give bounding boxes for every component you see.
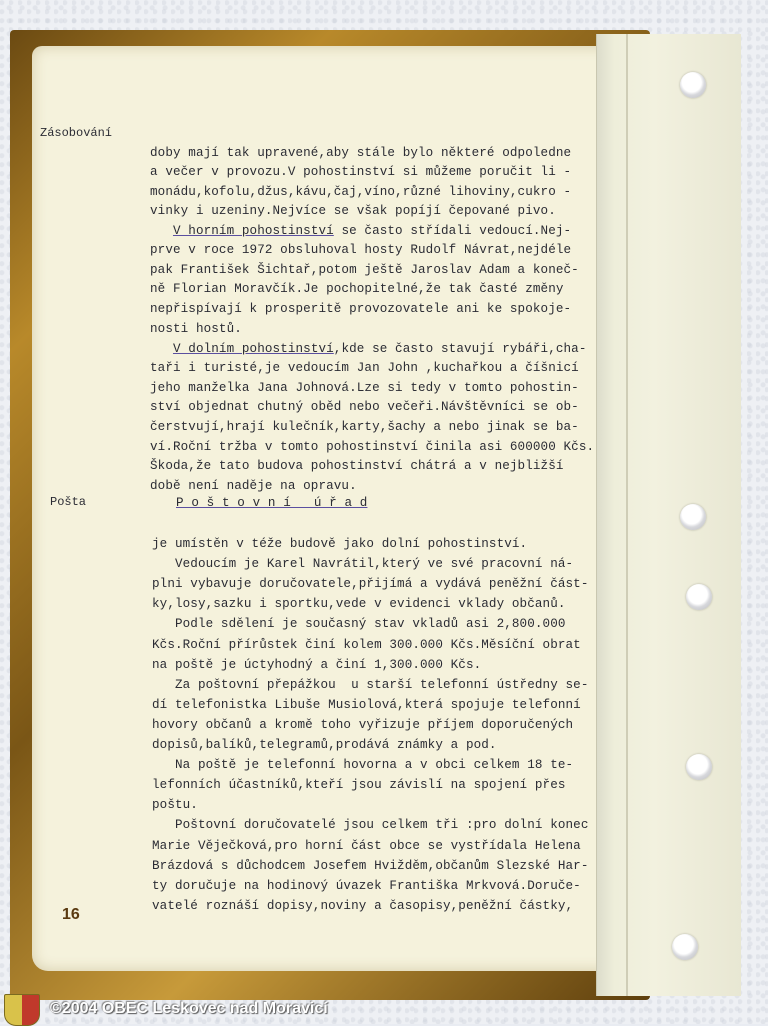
paragraph-dolni-pohostinstvi: [150, 320, 594, 516]
text-line: Vedoucím je Karel Navrátil,který ve své pracovní ná-: [152, 557, 574, 572]
text-line: pak František Šichtař,potom ještě Jaroslav Adam a koneč-: [150, 262, 579, 277]
coat-of-arms-icon: [4, 994, 40, 1026]
text-line: Kčs.Roční přírůstek činí kolem 300.000 Kčs.Měsíční obrat: [152, 637, 581, 652]
text-line: poštu.: [152, 798, 198, 813]
text-line: Podle sdělení je současný stav vkladů asi 2,800.000: [152, 617, 566, 632]
text-line: V dolním pohostinství,kde se často stavují rybáři,cha-: [172, 341, 587, 356]
text-line: doby mají tak upravené,aby stále bylo některé odpoledne: [150, 145, 572, 160]
text-line: Brázdová s důchodcem Josefem Hvižděm,občanům Slezské Har-: [152, 858, 589, 873]
text-line: taři i turisté,je vedoucím Jan John ,kuchařkou a číšnicí: [150, 361, 579, 376]
text-line: na poště je úctyhodný a činí 1,300.000 Kčs.: [152, 657, 482, 672]
text-line: V horním pohostinství se často střídali vedoucí.Nej-: [172, 223, 572, 238]
heading-dolni-pohostinstvi: V dolním pohostinství: [172, 341, 334, 356]
text-line: vatelé roznáší dopisy,noviny a časopisy,peněžní částky,: [152, 898, 574, 913]
punch-hole-icon: [672, 934, 698, 960]
punch-hole-icon: [680, 504, 706, 530]
text-line: nosti hostů.: [150, 321, 242, 336]
text-line: monádu,kofolu,džus,kávu,čaj,víno,různé lihoviny,cukro -: [150, 184, 572, 199]
text-line: nepřispívají k prosperitě provozovatele ani ke spokoje-: [150, 301, 572, 316]
text-line: Marie Věječková,pro horní část obce se vystřídala Helena: [152, 838, 581, 853]
text-line: Za poštovní přepážkou u starší telefonní ústředny se-: [152, 677, 589, 692]
text-line: ně Florian Moravčík.Je pochopitelné,že tak časté změny: [150, 282, 564, 297]
margin-label-posta: Pošta: [50, 495, 87, 509]
page-number: 16: [62, 906, 80, 923]
punch-hole-icon: [686, 584, 712, 610]
text-line: je umístěn v téže budově jako dolní pohostinství.: [152, 537, 528, 552]
text-line: čerstvují,hrají kulečník,karty,šachy a nebo jinak se ba-: [150, 419, 579, 434]
margin-label-zasobovani: Zásobování: [40, 126, 113, 140]
text-line: jeho manželka Jana Johnová.Lze si tedy v tomto pohostin-: [150, 380, 579, 395]
punch-hole-icon: [680, 72, 706, 98]
text-line: prve v roce 1972 obsluhoval hosty Rudolf Návrat,nejdéle: [150, 243, 572, 258]
text-line: dopisů,balíků,telegramů,prodává známky a pod.: [152, 738, 497, 753]
text-line: Na poště je telefonní hovorna a v obci celkem 18 te-: [152, 758, 574, 773]
text-line: ství objednat chutný oběd nebo večeři.Návštěvníci se ob-: [150, 400, 579, 415]
footer: [0, 994, 768, 1024]
text-line: hovory občanů a kromě toho vyřizuje příjem doporučených: [152, 717, 574, 732]
punch-hole-icon: [686, 754, 712, 780]
text-line: plni vybavuje doručovatele,přijímá a vydává peněžní část-: [152, 577, 589, 592]
text-line: ky,losy,sazku i sportku,vede v evidenci vklady občanů.: [152, 597, 566, 612]
text-line: ví.Roční tržba v tomto pohostinství činila asi 600000 Kčs.: [150, 439, 595, 454]
text-line: dí telefonistka Libuše Musiolová,která spojuje telefonní: [152, 697, 581, 712]
text-line: lefonních účastníků,kteří jsou závislí na spojení přes: [152, 778, 566, 793]
heading-postovni-urad: P o š t o v n í ú ř a d: [176, 496, 368, 510]
text-line: a večer v provozu.V pohostinství si můžeme poručit li -: [150, 165, 572, 180]
text-line: ty doručuje na hodinový úvazek Františka Mrkvová.Doruče-: [152, 878, 581, 893]
text-line: Škoda,že tato budova pohostinství chátrá a v nejbližší: [150, 459, 564, 474]
heading-horni-pohostinstvi: V horním pohostinství: [172, 223, 334, 238]
binder-sheet: [596, 34, 741, 996]
text-line: době není naděje na opravu.: [150, 478, 357, 493]
text-line: vinky i uzeniny.Nejvíce se však popíjí čepované pivo.: [150, 204, 556, 219]
text-line: Poštovní doručovatelé jsou celkem tři :pro dolní konec: [152, 818, 589, 833]
section-posta-text: [152, 514, 588, 936]
binder-fold: [626, 34, 628, 996]
footer-copyright: ©2004 OBEC Leskovec nad Moravicí: [50, 1000, 328, 1017]
